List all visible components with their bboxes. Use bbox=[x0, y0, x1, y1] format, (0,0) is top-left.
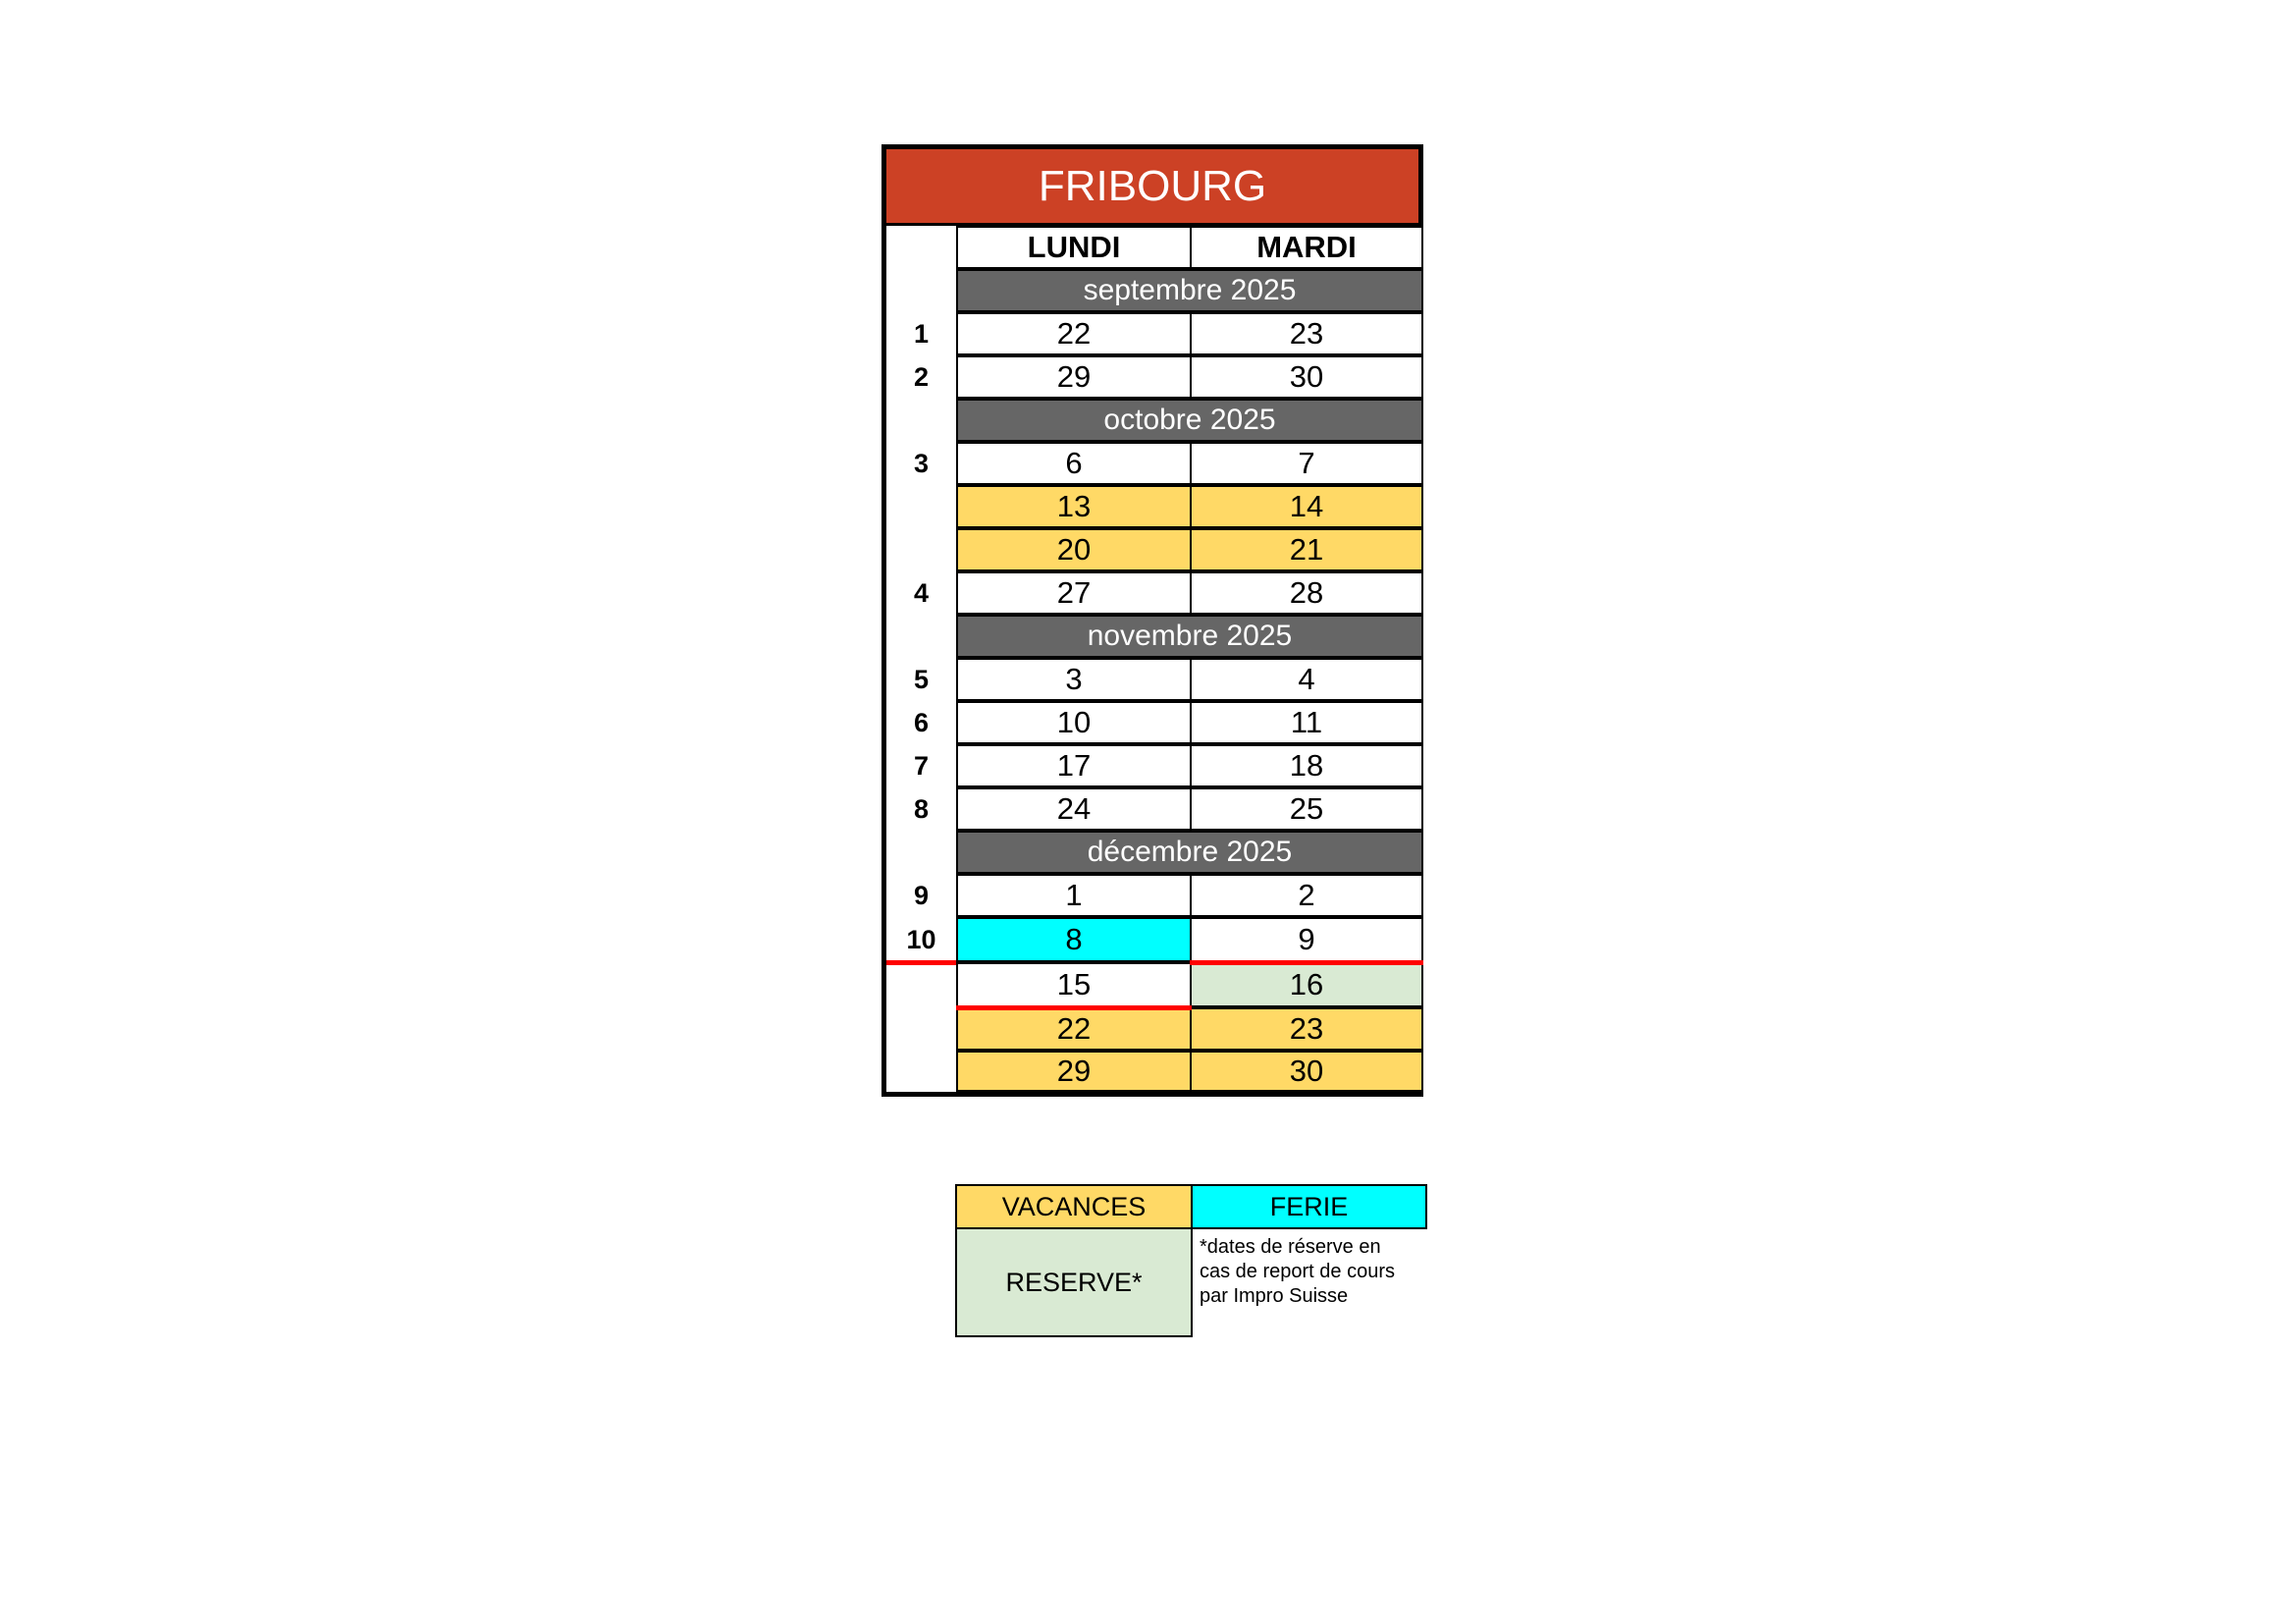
legend-ferie: FERIE bbox=[1191, 1184, 1427, 1229]
date-cell-lundi: 3 bbox=[956, 658, 1192, 701]
date-cell-lundi-vacances: 13 bbox=[956, 485, 1192, 528]
week-number: 5 bbox=[913, 664, 930, 694]
legend-note-line: par Impro Suisse bbox=[1200, 1285, 1349, 1307]
date-cell-lundi: 29 bbox=[956, 355, 1192, 399]
week-number bbox=[886, 1051, 956, 1092]
date-cell-lundi: 1 bbox=[956, 874, 1192, 917]
legend-note-line: *dates de réserve en bbox=[1200, 1236, 1381, 1258]
month-bar: septembre 2025 bbox=[956, 269, 1423, 312]
marker-line bbox=[886, 960, 956, 965]
date-cell-mardi-vacances: 30 bbox=[1190, 1051, 1423, 1092]
date-cell-lundi-ferie: 8 bbox=[956, 917, 1192, 962]
legend-note bbox=[1200, 1235, 1435, 1309]
date-cell-lundi: 17 bbox=[956, 744, 1192, 787]
date-cell-lundi: 27 bbox=[956, 571, 1192, 615]
month-bar: octobre 2025 bbox=[956, 399, 1423, 442]
date-cell-lundi: 10 bbox=[956, 701, 1192, 744]
week-number: 2 bbox=[913, 361, 930, 392]
date-cell-mardi-vacances: 23 bbox=[1190, 1007, 1423, 1051]
week-number: 7 bbox=[913, 750, 930, 781]
week-number: 8 bbox=[913, 793, 930, 824]
week-number: 6 bbox=[913, 707, 930, 737]
date-cell-mardi-reserve: 16 bbox=[1190, 962, 1423, 1007]
header-mardi: MARDI bbox=[1190, 226, 1423, 269]
date-cell-mardi: 11 bbox=[1190, 701, 1423, 744]
marker-line bbox=[1190, 960, 1423, 965]
date-cell-lundi-vacances: 20 bbox=[956, 528, 1192, 571]
week-number: 9 bbox=[913, 880, 930, 910]
date-cell-mardi: 2 bbox=[1190, 874, 1423, 917]
date-cell-lundi: 24 bbox=[956, 787, 1192, 831]
week-number bbox=[886, 485, 956, 528]
date-cell-mardi: 28 bbox=[1190, 571, 1423, 615]
date-cell-lundi: 22 bbox=[956, 312, 1192, 355]
date-cell-lundi-vacances: 22 bbox=[956, 1007, 1192, 1051]
week-number: 4 bbox=[913, 577, 930, 608]
date-cell-mardi: 4 bbox=[1190, 658, 1423, 701]
date-cell-lundi-vacances: 29 bbox=[956, 1051, 1192, 1092]
date-cell-mardi: 25 bbox=[1190, 787, 1423, 831]
date-cell-mardi: 7 bbox=[1190, 442, 1423, 485]
date-cell-lundi: 6 bbox=[956, 442, 1192, 485]
date-cell-lundi: 15 bbox=[956, 962, 1192, 1007]
calendar-title: FRIBOURG bbox=[886, 149, 1418, 226]
legend-vacances: VACANCES bbox=[955, 1184, 1193, 1229]
week-number bbox=[886, 1007, 956, 1051]
calendar-frame bbox=[881, 144, 1423, 1097]
week-number bbox=[886, 962, 956, 1007]
week-number: 3 bbox=[913, 448, 930, 478]
date-cell-mardi-vacances: 21 bbox=[1190, 528, 1423, 571]
legend-note-line: cas de report de cours bbox=[1200, 1261, 1395, 1282]
month-bar: décembre 2025 bbox=[956, 831, 1423, 874]
date-cell-mardi-vacances: 14 bbox=[1190, 485, 1423, 528]
legend-reserve: RESERVE* bbox=[955, 1227, 1193, 1337]
date-cell-mardi: 9 bbox=[1190, 917, 1423, 962]
date-cell-mardi: 18 bbox=[1190, 744, 1423, 787]
date-cell-mardi: 30 bbox=[1190, 355, 1423, 399]
date-cell-mardi: 23 bbox=[1190, 312, 1423, 355]
week-number bbox=[886, 528, 956, 571]
week-number: 10 bbox=[906, 924, 936, 954]
month-bar: novembre 2025 bbox=[956, 615, 1423, 658]
marker-line bbox=[956, 1005, 1192, 1010]
week-number: 1 bbox=[913, 318, 930, 349]
header-lundi: LUNDI bbox=[956, 226, 1192, 269]
